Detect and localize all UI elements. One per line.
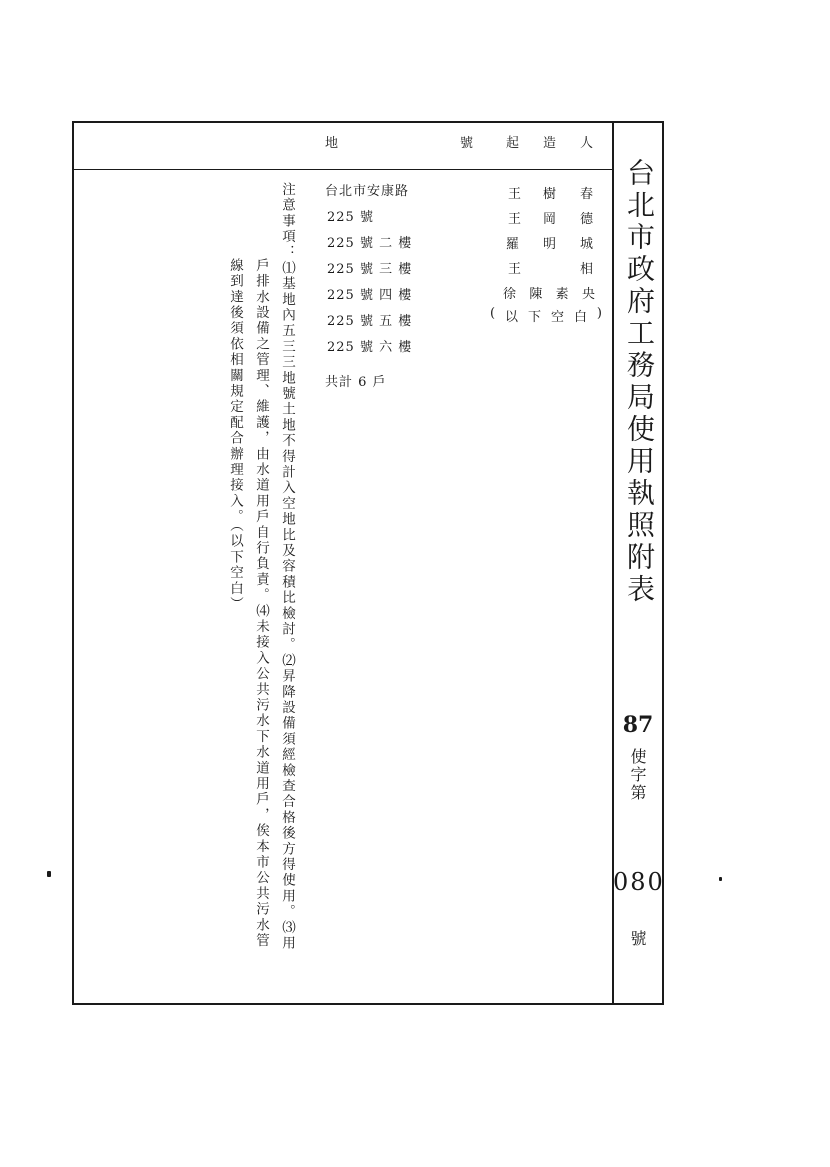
address-line: 225 號 四 樓	[327, 288, 413, 303]
permit-suffix: 號	[628, 930, 647, 950]
owner-char: 相	[580, 262, 594, 277]
owner-char: 陳	[529, 287, 543, 302]
end-char: )	[596, 306, 602, 321]
owner-char: 德	[580, 212, 594, 227]
document-title: 台北市政府工務局使用執照附表	[623, 158, 656, 606]
owner-char: 徐	[503, 287, 517, 302]
header-owner-3: 人	[580, 136, 594, 151]
address-line: 225 號 五 樓	[327, 314, 413, 329]
owner-char: 王	[508, 262, 522, 277]
owner-char: 素	[555, 287, 569, 302]
permit-number: 080	[613, 868, 665, 896]
header-number: 號	[460, 136, 474, 151]
end-char: (	[490, 306, 496, 321]
address-line: 225 號 三 樓	[327, 262, 413, 277]
header-owner-1: 起	[506, 136, 520, 151]
owner-row	[503, 283, 595, 302]
notes-column-1: 注意事項：⑴基地內五三三地號土地不得計入空地比及容積比檢討。⑵昇降設備須經檢查合格後方得使用。⑶用	[279, 182, 295, 952]
notes-column-2: 戶排水設備之管理、維護，由水道用戶自行負責。⑷未接入公共污水下水道用戶，俟本市公共污水管	[253, 258, 269, 949]
end-char: 白	[573, 310, 587, 325]
owner-char: 王	[508, 212, 522, 227]
owner-char: 明	[543, 237, 557, 252]
address-street: 台北市安康路	[325, 184, 410, 199]
owner-char: 羅	[506, 237, 520, 252]
header-address: 地	[325, 136, 339, 151]
end-char: 以	[505, 310, 519, 325]
notes-column-3: 線到達後須依相關規定配合辦理接入。（以下空白）	[227, 258, 243, 613]
end-char: 下	[528, 310, 542, 325]
end-char: 空	[550, 310, 564, 325]
address-line: 225 號 六 樓	[327, 340, 413, 355]
owner-char: 王	[508, 187, 522, 202]
address-line: 225 號 二 樓	[327, 236, 413, 251]
header-owner-2: 造	[543, 136, 557, 151]
header-divider	[74, 169, 612, 170]
owner-char: 岡	[543, 212, 557, 227]
owner-char: 央	[581, 287, 595, 302]
owners-end-mark	[490, 306, 602, 325]
total-units: 共計 6 戶	[325, 375, 387, 390]
owner-char: 春	[580, 187, 594, 202]
owner-char: 樹	[543, 187, 557, 202]
address-line: 225 號	[327, 210, 374, 225]
margin-mark	[47, 871, 51, 877]
permit-label: 使字第	[628, 748, 647, 802]
permit-year: 87	[622, 712, 654, 738]
margin-mark	[719, 877, 722, 881]
owner-char: 城	[580, 237, 594, 252]
table-frame	[72, 121, 664, 1005]
